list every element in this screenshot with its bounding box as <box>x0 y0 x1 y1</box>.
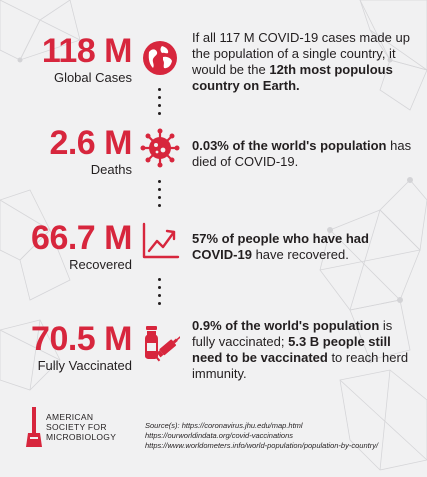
stat-label: Global Cases <box>53 70 132 85</box>
desc-highlight: 0.03% of the world's population <box>192 138 387 153</box>
connector-dots <box>158 180 162 212</box>
desc-highlight: 5.3 B people still need to be vaccinated <box>192 334 391 365</box>
stat-cases <box>0 34 132 85</box>
trend-up-icon <box>140 221 180 261</box>
stat-value: 118 M <box>41 32 132 70</box>
desc-text: If all 117 M COVID-19 cases made up the population of a single country, it would be the <box>192 30 410 77</box>
stat-recovered <box>0 221 132 272</box>
stat-value: 70.5 M <box>31 320 132 358</box>
stat-description <box>192 138 412 170</box>
connector-dots <box>158 88 162 120</box>
source-link[interactable]: https://ourworldindata.org/covid-vaccinations <box>145 431 293 440</box>
stat-description <box>192 231 412 263</box>
virus-icon <box>140 128 180 168</box>
logo-line: MICROBIOLOGY <box>46 432 117 442</box>
stat-label: Deaths <box>90 162 132 177</box>
desc-highlight: 12th most populous country on Earth. <box>192 62 393 93</box>
desc-highlight: 0.9% of the world's population <box>192 318 380 333</box>
stat-label: Fully Vaccinated <box>37 358 132 373</box>
stat-description <box>192 318 412 382</box>
stat-description <box>192 30 412 94</box>
vaccine-icon <box>140 322 180 362</box>
globe-icon <box>140 38 180 78</box>
stat-deaths <box>0 126 132 177</box>
desc-text: have recovered. <box>251 247 349 262</box>
desc-text: is fully vaccinated; <box>192 318 393 349</box>
stat-vaccinated <box>0 322 132 373</box>
asm-logo-icon <box>26 407 42 447</box>
stat-value: 2.6 M <box>49 124 132 162</box>
asm-logo-text <box>46 412 126 442</box>
source-link[interactable]: https://coronavirus.jhu.edu/map.html <box>181 421 303 430</box>
stat-label: Recovered <box>69 257 132 272</box>
connector-dots <box>158 278 162 310</box>
source-link[interactable]: https://www.worldometers.info/world-population/population-by-country/ <box>145 441 379 450</box>
logo-line: SOCIETY FOR <box>46 422 107 432</box>
desc-highlight: 57% of people who have had COVID-19 <box>192 231 369 262</box>
sources-label: Source(s): <box>145 421 182 430</box>
stat-value: 66.7 M <box>31 219 132 257</box>
desc-text: has died of COVID-19. <box>192 138 412 169</box>
desc-text: to reach herd immunity. <box>192 350 409 381</box>
logo-line: AMERICAN <box>46 412 94 422</box>
sources <box>145 421 378 451</box>
